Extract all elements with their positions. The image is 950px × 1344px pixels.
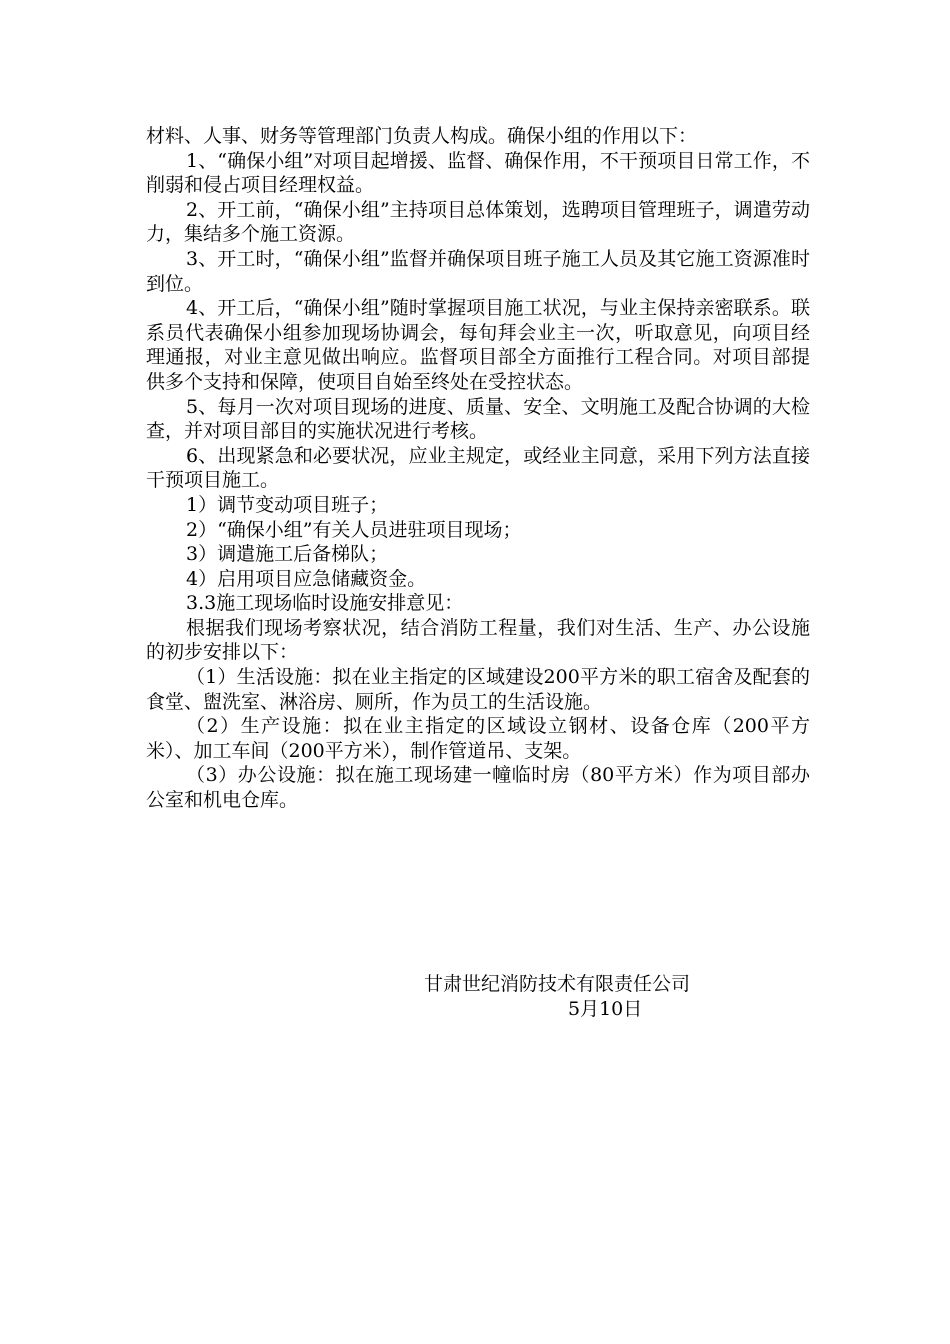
paragraph-1: 1、“确保小组”对项目起增援、监督、确保作用，不干预项目日常工作，不削弱和侵占项目经理权益。 [146, 149, 810, 197]
paragraph-5: 5、每月一次对项目现场的进度、质量、安全、文明施工及配合协调的大检查，并对项目部目的实施状况进行考核。 [146, 395, 810, 443]
paragraph-office-facilities: （3）办公设施：拟在施工现场建一幢临时房（80平方米）作为项目部办公室和机电仓库。 [146, 764, 810, 812]
paragraph-2: 2、开工前，“确保小组”主持项目总体策划，选聘项目管理班子，调遣劳动力，集结多个施工资源。 [146, 198, 810, 246]
signature-block [424, 972, 784, 1021]
paragraph-production-facilities: （2）生产设施：拟在业主指定的区域设立钢材、设备仓库（200平方米）、加工车间（200平方米），制作管道吊、支架。 [146, 715, 810, 762]
list-item-2: 2）“确保小组”有关人员进驻项目现场； [186, 518, 522, 541]
list-item-4: 4）启用项目应急储藏资金。 [186, 567, 427, 590]
paragraph-intro-facilities: 根据我们现场考察状况，结合消防工程量，我们对生活、生产、办公设施的初步安排以下： [146, 616, 810, 664]
signature-date: 5月10日 [568, 997, 643, 1020]
paragraph-3: 3、开工时，“确保小组”监督并确保项目班子施工人员及其它施工资源准时到位。 [146, 247, 810, 295]
paragraph-living-facilities: （1）生活设施：拟在业主指定的区域建设200平方米的职工宿舍及配套的食堂、盥洗室、淋浴房、厕所，作为员工的生活设施。 [146, 666, 810, 713]
document-body [146, 124, 810, 813]
paragraph-6: 6、出现紧急和必要状况，应业主规定，或经业主同意，采用下列方法直接干预项目施工。 [146, 444, 810, 492]
paragraph-0: 材料、人事、财务等管理部门负责人构成。确保小组的作用以下： [146, 125, 698, 147]
paragraph-4: 4、开工后，“确保小组”随时掌握项目施工状况，与业主保持亲密联系。联系员代表确保小组参加现场协调会，每旬拜会业主一次，听取意见，向项目经理通报，对业主意见做出响应。监督项目部全方面推行工程合同。对项目部提供多个支持和保障，使项目自始至终处在受控状态。 [146, 297, 810, 393]
list-item-3: 3）调遣施工后备梯队； [186, 543, 389, 566]
company-name: 甘肃世纪消防技术有限责任公司 [424, 973, 691, 995]
section-heading-3-3: 3.3施工现场临时设施安排意见： [186, 592, 464, 615]
list-item-1: 1）调节变动项目班子； [186, 493, 389, 516]
